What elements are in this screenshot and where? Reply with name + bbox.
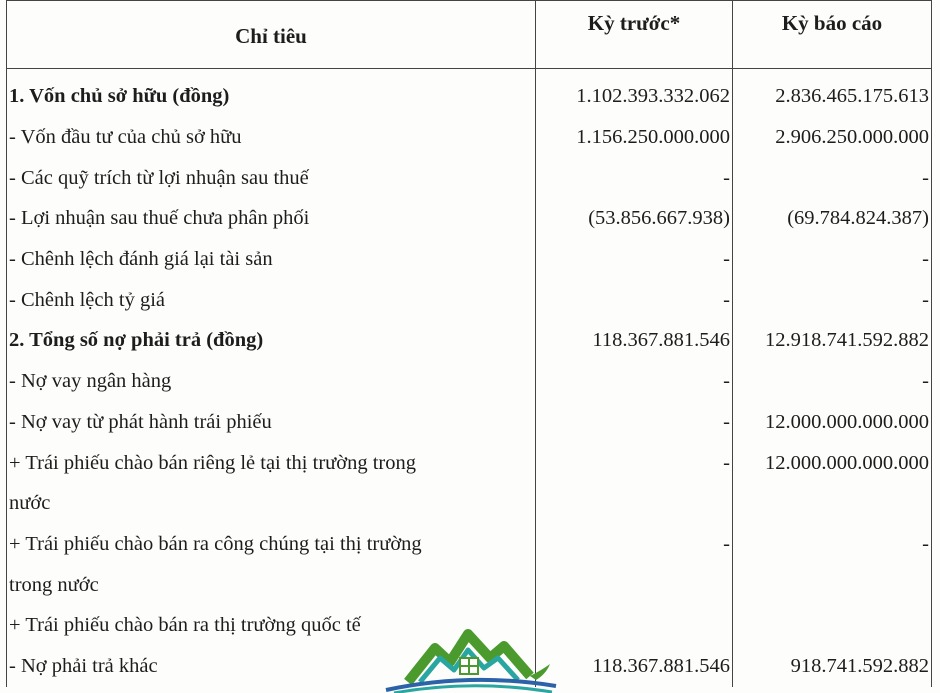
row-previous-value: - (536, 280, 733, 321)
row-label: - Chênh lệch đánh giá lại tài sản (7, 239, 536, 280)
table-row (7, 443, 932, 484)
table-row (7, 239, 932, 280)
table-row (7, 402, 932, 443)
row-label: nước (7, 483, 536, 524)
row-reporting-value: 12.000.000.000.000 (733, 402, 932, 443)
row-previous-value: - (536, 524, 733, 565)
row-previous-value: - (536, 158, 733, 199)
table-row (7, 158, 932, 199)
row-previous-value (536, 605, 733, 646)
header-indicator: Chỉ tiêu (7, 1, 536, 69)
table-row (7, 565, 932, 606)
row-previous-value (536, 565, 733, 606)
row-reporting-value: - (733, 524, 932, 565)
header-previous-period: Kỳ trước* (536, 1, 733, 69)
table-row (7, 280, 932, 321)
house-logo-icon (380, 624, 560, 693)
table-row (7, 524, 932, 565)
row-label: - Lợi nhuận sau thuế chưa phân phối (7, 199, 536, 240)
row-reporting-value: 918.741.592.882 (733, 646, 932, 687)
header-reporting-period: Kỳ báo cáo (733, 1, 932, 69)
table-row (7, 117, 932, 158)
table-header-row (7, 1, 932, 69)
financial-table (6, 0, 932, 687)
row-reporting-value: 2.906.250.000.000 (733, 117, 932, 158)
row-previous-value: - (536, 402, 733, 443)
row-reporting-value (733, 565, 932, 606)
row-label: 1. Vốn chủ sở hữu (đồng) (7, 77, 536, 118)
row-previous-value: - (536, 443, 733, 484)
row-reporting-value (733, 605, 932, 646)
row-reporting-value: (69.784.824.387) (733, 199, 932, 240)
row-reporting-value: 2.836.465.175.613 (733, 77, 932, 118)
row-reporting-value: 12.000.000.000.000 (733, 443, 932, 484)
row-previous-value: 118.367.881.546 (536, 321, 733, 362)
row-reporting-value: - (733, 361, 932, 402)
row-label: - Nợ vay từ phát hành trái phiếu (7, 402, 536, 443)
row-reporting-value (733, 483, 932, 524)
row-previous-value: 118.367.881.546 (536, 646, 733, 687)
row-label: + Trái phiếu chào bán ra công chúng tại thị trường (7, 524, 536, 565)
table-row (7, 483, 932, 524)
row-label: - Chênh lệch tỷ giá (7, 280, 536, 321)
row-reporting-value: - (733, 280, 932, 321)
row-previous-value: - (536, 361, 733, 402)
row-label: trong nước (7, 565, 536, 606)
table-body (7, 69, 932, 687)
row-previous-value: (53.856.667.938) (536, 199, 733, 240)
row-previous-value (536, 483, 733, 524)
row-label: - Nợ vay ngân hàng (7, 361, 536, 402)
table-row (7, 361, 932, 402)
row-label: + Trái phiếu chào bán riêng lẻ tại thị trường trong (7, 443, 536, 484)
row-reporting-value: 12.918.741.592.882 (733, 321, 932, 362)
row-reporting-value: - (733, 239, 932, 280)
row-label: 2. Tổng số nợ phải trả (đồng) (7, 321, 536, 362)
row-previous-value: 1.102.393.332.062 (536, 77, 733, 118)
table-row (7, 199, 932, 240)
row-label: - Các quỹ trích từ lợi nhuận sau thuế (7, 158, 536, 199)
row-label: + Trái phiếu chào bán ra thị trường quốc tế (7, 605, 536, 646)
row-reporting-value: - (733, 158, 932, 199)
row-label: - Vốn đầu tư của chủ sở hữu (7, 117, 536, 158)
row-previous-value: - (536, 239, 733, 280)
row-previous-value: 1.156.250.000.000 (536, 117, 733, 158)
row-label: - Nợ phải trả khác (7, 646, 536, 687)
table-row (7, 77, 932, 118)
table-spacer-row (7, 69, 932, 77)
table-row (7, 321, 932, 362)
